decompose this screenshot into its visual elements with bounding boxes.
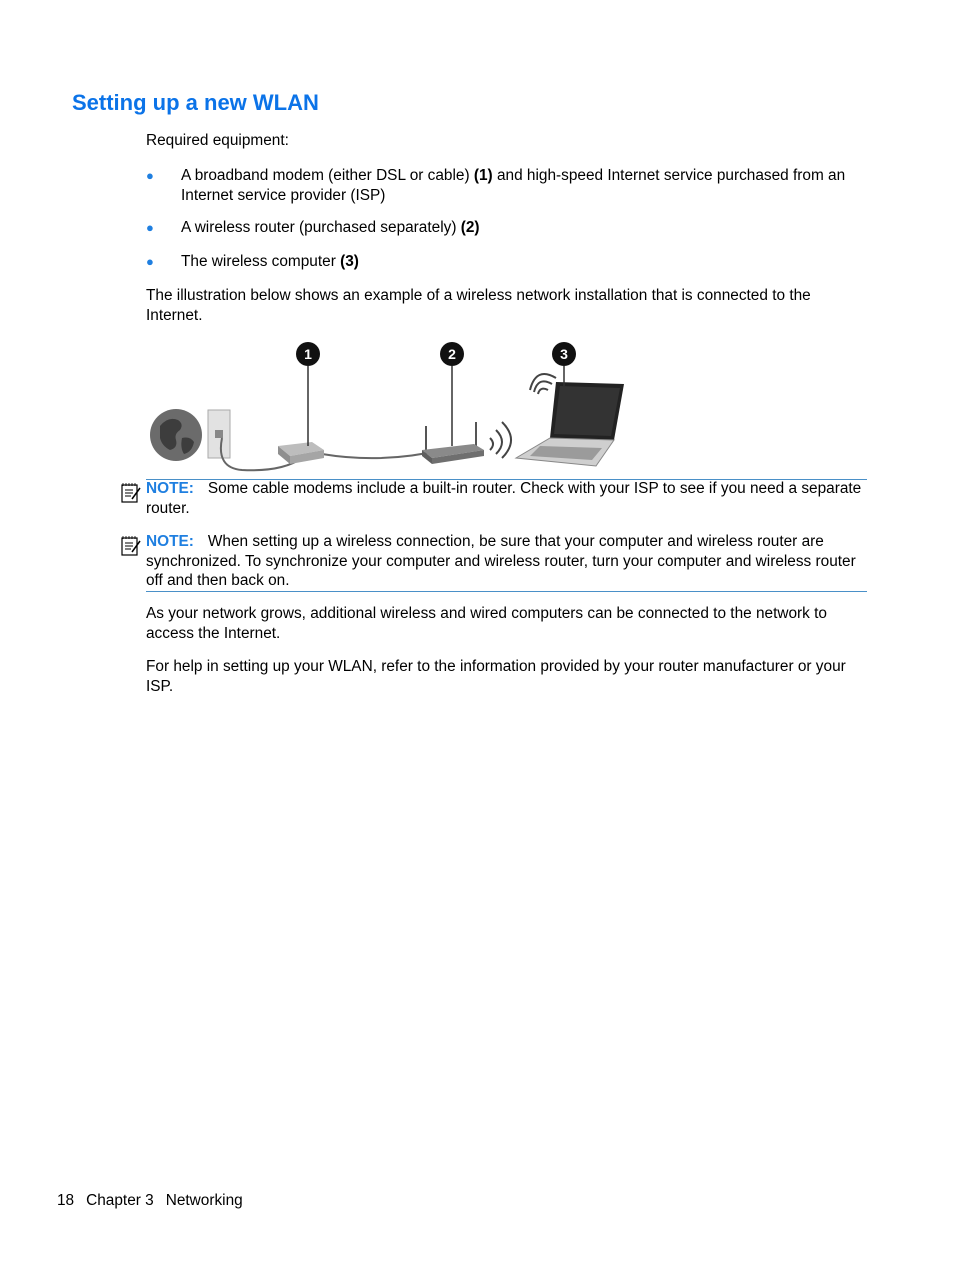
intro-text: Required equipment: <box>146 132 289 149</box>
wall-jack-icon <box>208 410 230 458</box>
list-item: A broadband modem (either DSL or cable) (1) and high-speed Internet service purchased from an Internet service provider (ISP) <box>181 167 846 204</box>
network-illustration <box>146 338 636 473</box>
paragraph: As your network grows, additional wireless and wired computers can be connected to the network to access the Internet. <box>146 605 827 642</box>
note-1: NOTE: Some cable modems include a built-in router. Check with your ISP to see if you need a separate router. <box>146 480 862 517</box>
bullet-icon: ● <box>146 254 154 269</box>
globe-icon <box>150 409 202 461</box>
modem-icon <box>278 442 324 464</box>
wireless-signal-icon <box>490 422 511 458</box>
list-item: The wireless computer (3) <box>181 253 359 270</box>
note-label: NOTE: <box>146 533 194 550</box>
page-title: Setting up a new WLAN <box>72 90 319 115</box>
svg-text:1: 1 <box>304 346 312 362</box>
callout-2 <box>440 342 464 366</box>
illustration-caption: The illustration below shows an example of a wireless network installation that is connected to the Internet. <box>146 287 811 324</box>
note-bottom-rule <box>146 591 867 592</box>
section-label: Networking <box>165 1192 243 1209</box>
bullet-icon: ● <box>146 168 154 183</box>
page-footer <box>57 1192 255 1210</box>
list-item: A wireless router (purchased separately) (2) <box>181 219 480 236</box>
wireless-signal-icon <box>530 374 556 394</box>
note-icon <box>120 535 142 557</box>
note-label: NOTE: <box>146 480 194 497</box>
laptop-icon <box>516 382 624 466</box>
page-number: 18 <box>57 1192 75 1209</box>
svg-text:3: 3 <box>560 346 568 362</box>
router-icon <box>422 422 484 464</box>
svg-text:2: 2 <box>448 346 456 362</box>
bullet-icon: ● <box>146 220 154 235</box>
note-2: NOTE: When setting up a wireless connection, be sure that your computer and wireless router are synchronized. To synchronize your computer and wireless router, turn your computer and wireless router off and then back on. <box>146 533 856 589</box>
paragraph: For help in setting up your WLAN, refer to the information provided by your router manufacturer or your ISP. <box>146 658 846 695</box>
callout-3 <box>552 342 576 366</box>
callout-1 <box>296 342 320 366</box>
note-icon <box>120 482 142 504</box>
chapter-label: Chapter 3 <box>86 1192 154 1209</box>
